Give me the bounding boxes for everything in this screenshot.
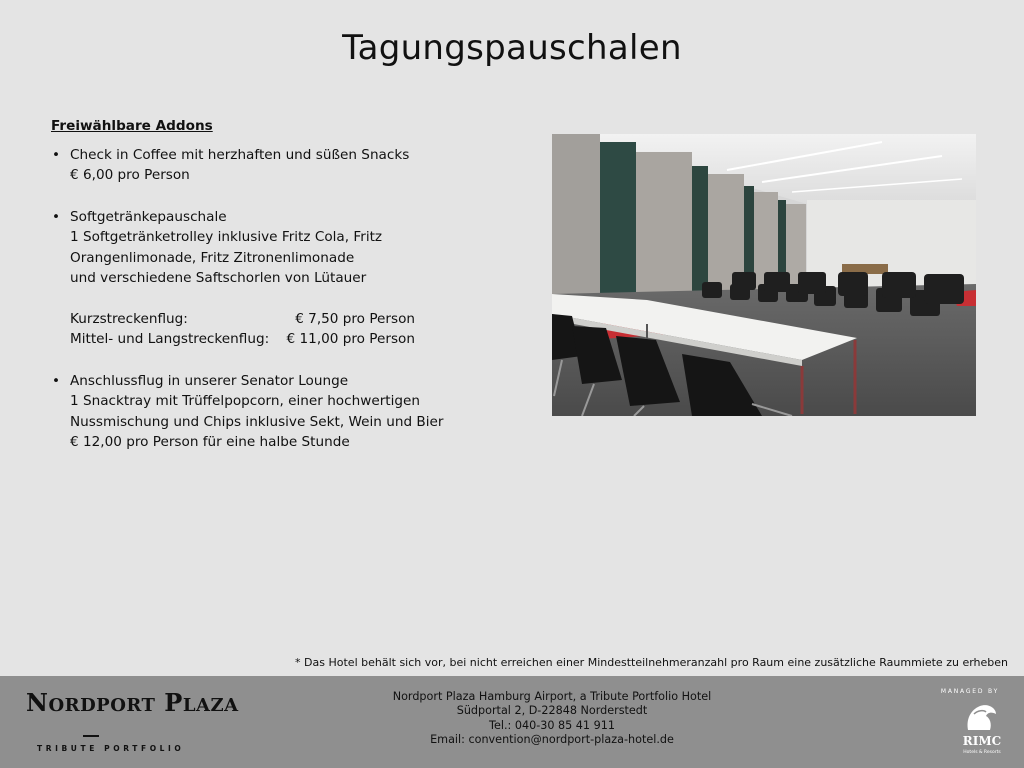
addons-section — [50, 116, 530, 453]
addon-line: € 12,00 pro Person für eine halbe Stunde — [70, 434, 350, 450]
managed-by-label: MANAGED BY — [940, 688, 1000, 695]
addon-line: Anschlussflug in unserer Senator Lounge — [70, 372, 349, 389]
fare-row — [70, 329, 530, 350]
page-title: Tagungspauschalen — [342, 28, 682, 68]
bullet-icon: • — [52, 208, 61, 225]
addon-line: Orangenlimonade, Fritz Zitronenlimonade — [70, 249, 355, 266]
addon-check-in-coffee — [50, 145, 530, 186]
fare-label: Kurzstreckenflug: — [70, 310, 188, 327]
address-line: Nordport Plaza Hamburg Airport, a Tribute Portfolio Hotel — [392, 690, 712, 703]
nordport-plaza-logo: NORDPORT PLAZA — [26, 688, 239, 717]
fare-price: € 7,50 pro Person — [295, 310, 415, 327]
addon-senator-lounge — [50, 371, 530, 453]
address-line: Südportal 2, D-22848 Norderstedt — [456, 704, 648, 718]
bullet-icon: • — [52, 146, 61, 163]
tribute-portfolio-label: TRIBUTE PORTFOLIO — [37, 744, 185, 753]
addon-line: 1 Snacktray mit Trüffelpopcorn, einer hochwertigen — [70, 393, 420, 409]
footnote: * Das Hotel behält sich vor, bei nicht erreichen einer Mindestteilnehmeranzahl pro Raum eine zusätzliche Raummiete zu erheben — [295, 656, 1008, 669]
rimc-logo: RIMC — [962, 734, 1002, 748]
addon-line: Nussmischung und Chips inklusive Sekt, Wein und Bier — [70, 413, 444, 430]
addon-line: Check in Coffee mit herzhaften und süßen Snacks — [70, 146, 410, 163]
fare-price: € 11,00 pro Person — [286, 331, 415, 347]
section-heading: Freiwählbare Addons — [51, 118, 213, 134]
eagle-icon — [960, 700, 1000, 734]
meeting-room-photo — [552, 134, 976, 416]
fare-label: Mittel- und Langstreckenflug: — [70, 331, 270, 347]
address-line: Email: convention@nordport-plaza-hotel.de — [430, 733, 674, 747]
addon-line: Softgetränkepauschale — [70, 208, 227, 225]
footer — [0, 676, 1024, 768]
hotel-address — [352, 690, 752, 748]
addon-softdrinks — [50, 207, 530, 350]
rimc-subtitle: Hotels & Resorts — [963, 750, 1001, 755]
fare-row — [70, 309, 530, 330]
addon-line: und verschiedene Saftschorlen von Lütauer — [70, 270, 367, 286]
logo-divider — [83, 735, 99, 737]
addon-line: € 6,00 pro Person — [70, 167, 190, 183]
bullet-icon: • — [52, 372, 61, 389]
address-line: Tel.: 040-30 85 41 911 — [489, 718, 615, 732]
addon-line: 1 Softgetränketrolley inklusive Fritz Cola, Fritz — [70, 229, 383, 245]
